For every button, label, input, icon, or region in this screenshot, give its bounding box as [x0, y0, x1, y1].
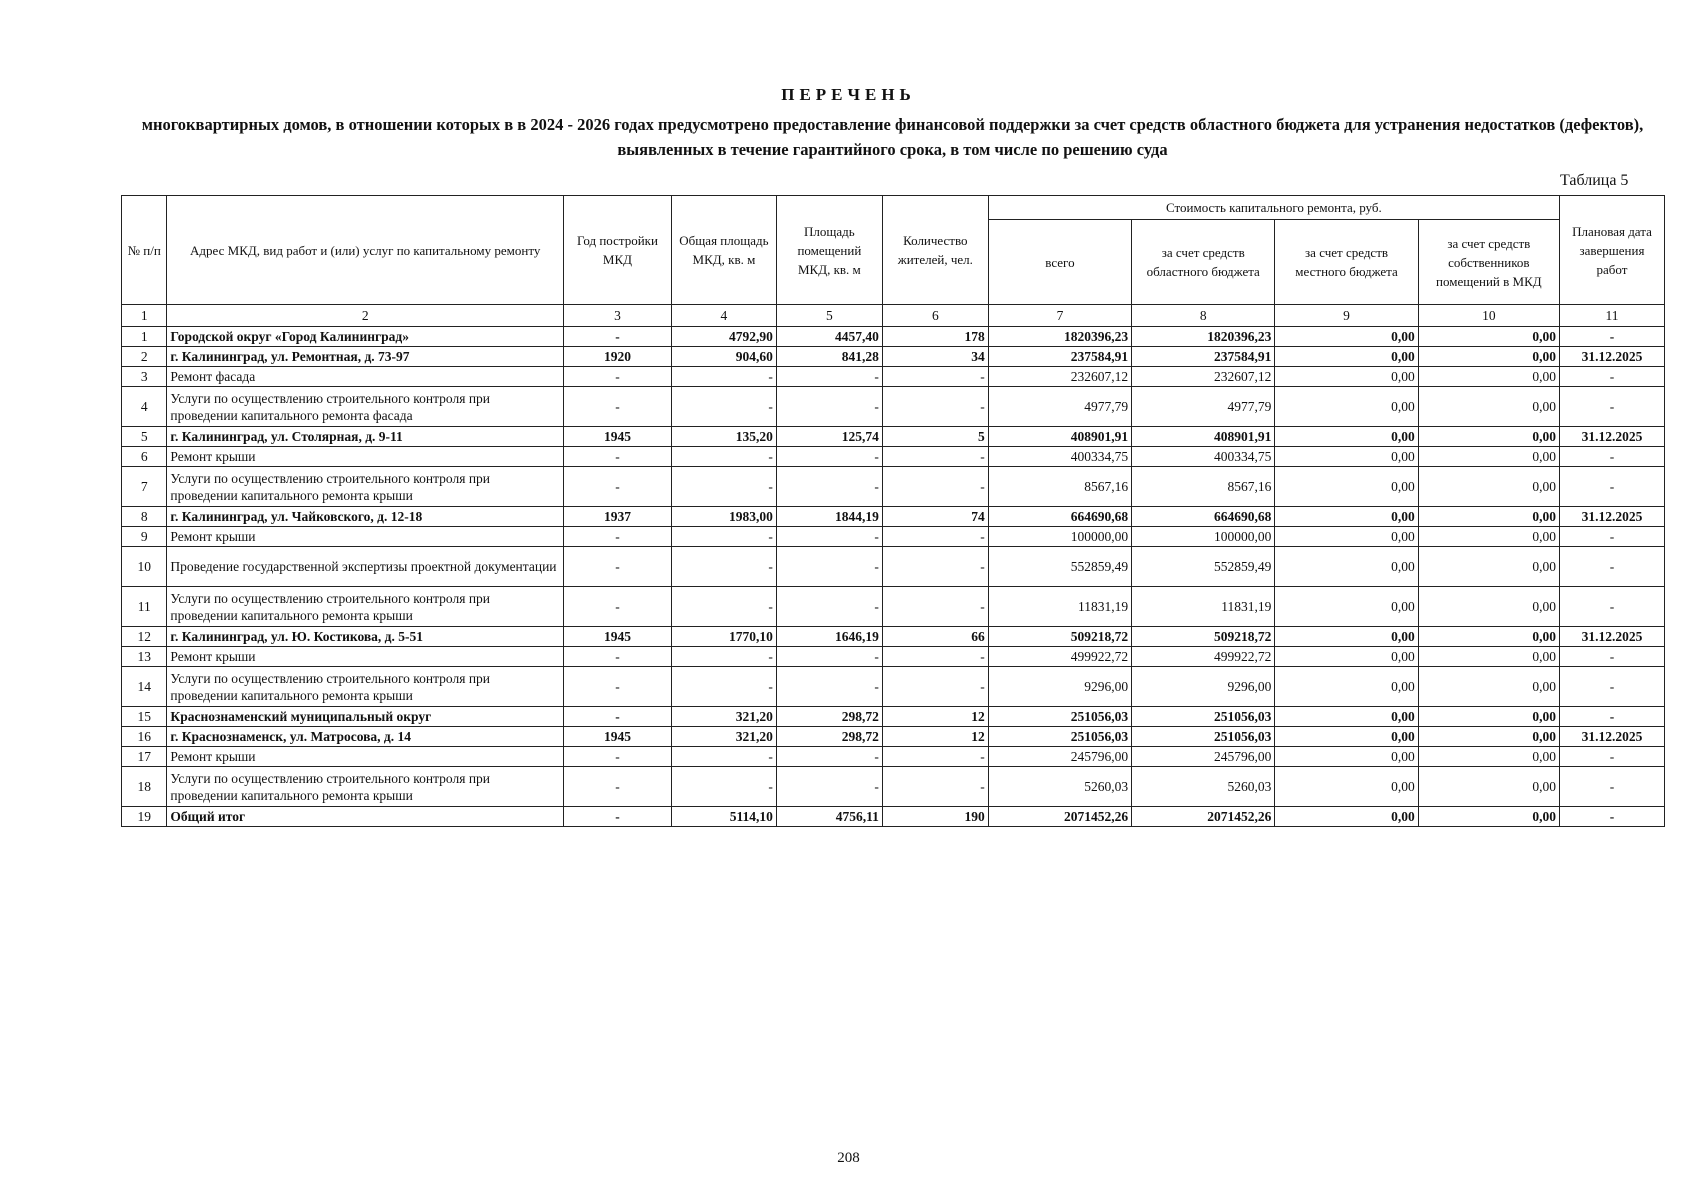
- row-residents: 12: [882, 707, 988, 727]
- column-number: 10: [1418, 305, 1559, 327]
- repair-table: [121, 195, 1665, 827]
- row-year: -: [563, 667, 671, 707]
- row-planned-date: -: [1559, 767, 1664, 807]
- row-address: Городской округ «Город Калининград»: [167, 327, 564, 347]
- table-row: [122, 707, 1665, 727]
- row-number: 8: [122, 507, 167, 527]
- row-year: -: [563, 327, 671, 347]
- column-number: 7: [988, 305, 1131, 327]
- column-number: 1: [122, 305, 167, 327]
- row-planned-date: -: [1559, 707, 1664, 727]
- table-row: [122, 667, 1665, 707]
- row-address: Общий итог: [167, 807, 564, 827]
- row-residents: 12: [882, 727, 988, 747]
- row-cost-local: 0,00: [1275, 467, 1418, 507]
- row-cost-owners: 0,00: [1418, 587, 1559, 627]
- row-cost-owners: 0,00: [1418, 627, 1559, 647]
- row-cost-total: 11831,19: [988, 587, 1131, 627]
- row-premises-area: -: [776, 367, 882, 387]
- row-total-area: -: [671, 767, 776, 807]
- row-number: 18: [122, 767, 167, 807]
- header-num: № п/п: [122, 196, 167, 305]
- row-cost-regional: 499922,72: [1132, 647, 1275, 667]
- table-note: Таблица 5: [1560, 172, 1629, 189]
- row-number: 19: [122, 807, 167, 827]
- row-cost-owners: 0,00: [1418, 527, 1559, 547]
- row-number: 9: [122, 527, 167, 547]
- row-cost-owners: 0,00: [1418, 767, 1559, 807]
- row-cost-owners: 0,00: [1418, 807, 1559, 827]
- row-premises-area: -: [776, 547, 882, 587]
- row-premises-area: -: [776, 587, 882, 627]
- row-cost-regional: 100000,00: [1132, 527, 1275, 547]
- row-total-area: 1983,00: [671, 507, 776, 527]
- table-row: [122, 747, 1665, 767]
- page-subtitle: многоквартирных домов, в отношении которых в в 2024 - 2026 годах предусмотрено предоставление финансовой поддержки за счет средств областного бюджета для устранения недостатков (дефектов), выявленных в течение гарантийного срока, в том числе по решению суда: [141, 115, 1644, 159]
- row-total-area: -: [671, 367, 776, 387]
- header-cost-local: за счет средств местного бюджета: [1275, 220, 1418, 305]
- row-planned-date: 31.12.2025: [1559, 727, 1664, 747]
- row-address: Ремонт крыши: [167, 647, 564, 667]
- row-year: -: [563, 467, 671, 507]
- row-total-area: -: [671, 667, 776, 707]
- table-row: [122, 727, 1665, 747]
- row-premises-area: 298,72: [776, 727, 882, 747]
- table-row: [122, 367, 1665, 387]
- row-cost-total: 552859,49: [988, 547, 1131, 587]
- row-cost-local: 0,00: [1275, 747, 1418, 767]
- row-number: 7: [122, 467, 167, 507]
- row-total-area: -: [671, 587, 776, 627]
- row-total-area: -: [671, 547, 776, 587]
- row-cost-total: 499922,72: [988, 647, 1131, 667]
- table-row: [122, 627, 1665, 647]
- table-row: [122, 587, 1665, 627]
- row-cost-regional: 1820396,23: [1132, 327, 1275, 347]
- row-cost-local: 0,00: [1275, 807, 1418, 827]
- row-residents: 66: [882, 627, 988, 647]
- header-cost-owners: за счет средств собственников помещений в МКД: [1418, 220, 1559, 305]
- row-cost-regional: 251056,03: [1132, 707, 1275, 727]
- row-residents: -: [882, 667, 988, 707]
- row-cost-owners: 0,00: [1418, 367, 1559, 387]
- row-premises-area: -: [776, 667, 882, 707]
- row-cost-total: 100000,00: [988, 527, 1131, 547]
- row-total-area: 904,60: [671, 347, 776, 367]
- row-total-area: -: [671, 527, 776, 547]
- column-number: 5: [776, 305, 882, 327]
- row-number: 2: [122, 347, 167, 367]
- row-residents: -: [882, 367, 988, 387]
- row-planned-date: -: [1559, 587, 1664, 627]
- row-cost-total: 4977,79: [988, 387, 1131, 427]
- table-row: [122, 427, 1665, 447]
- table-body: [122, 327, 1665, 827]
- row-premises-area: 1646,19: [776, 627, 882, 647]
- row-cost-total: 1820396,23: [988, 327, 1131, 347]
- row-cost-owners: 0,00: [1418, 747, 1559, 767]
- row-year: -: [563, 807, 671, 827]
- row-cost-regional: 8567,16: [1132, 467, 1275, 507]
- row-premises-area: 4756,11: [776, 807, 882, 827]
- column-number: 6: [882, 305, 988, 327]
- row-cost-local: 0,00: [1275, 727, 1418, 747]
- table-row: [122, 547, 1665, 587]
- row-premises-area: -: [776, 647, 882, 667]
- row-cost-local: 0,00: [1275, 707, 1418, 727]
- row-planned-date: 31.12.2025: [1559, 627, 1664, 647]
- row-number: 16: [122, 727, 167, 747]
- page-title: ПЕРЕЧЕНЬ: [781, 85, 916, 104]
- row-cost-regional: 9296,00: [1132, 667, 1275, 707]
- row-cost-regional: 11831,19: [1132, 587, 1275, 627]
- column-number: 3: [563, 305, 671, 327]
- row-planned-date: -: [1559, 547, 1664, 587]
- row-year: -: [563, 767, 671, 807]
- row-residents: -: [882, 547, 988, 587]
- row-premises-area: 4457,40: [776, 327, 882, 347]
- row-number: 5: [122, 427, 167, 447]
- row-cost-owners: 0,00: [1418, 447, 1559, 467]
- row-number: 17: [122, 747, 167, 767]
- row-year: -: [563, 747, 671, 767]
- row-cost-regional: 664690,68: [1132, 507, 1275, 527]
- column-number: 8: [1132, 305, 1275, 327]
- row-number: 1: [122, 327, 167, 347]
- row-cost-total: 237584,91: [988, 347, 1131, 367]
- row-cost-regional: 408901,91: [1132, 427, 1275, 447]
- header-cost-group: Стоимость капитального ремонта, руб.: [988, 196, 1559, 220]
- row-address: Услуги по осуществлению строительного контроля при проведении капитального ремонта крыши: [167, 467, 564, 507]
- row-total-area: 1770,10: [671, 627, 776, 647]
- row-total-area: 135,20: [671, 427, 776, 447]
- row-address: г. Калининград, ул. Столярная, д. 9-11: [167, 427, 564, 447]
- row-address: Услуги по осуществлению строительного контроля при проведении капитального ремонта крыши: [167, 667, 564, 707]
- row-address: г. Калининград, ул. Ю. Костикова, д. 5-51: [167, 627, 564, 647]
- table-row: [122, 387, 1665, 427]
- row-address: Услуги по осуществлению строительного контроля при проведении капитального ремонта фасада: [167, 387, 564, 427]
- row-residents: -: [882, 467, 988, 507]
- row-planned-date: -: [1559, 327, 1664, 347]
- row-cost-owners: 0,00: [1418, 727, 1559, 747]
- row-total-area: -: [671, 447, 776, 467]
- header-premises-area: Площадь помещений МКД, кв. м: [776, 196, 882, 305]
- row-year: 1937: [563, 507, 671, 527]
- row-total-area: -: [671, 467, 776, 507]
- table-row: [122, 327, 1665, 347]
- row-premises-area: -: [776, 447, 882, 467]
- row-planned-date: -: [1559, 467, 1664, 507]
- row-total-area: 5114,10: [671, 807, 776, 827]
- row-cost-regional: 2071452,26: [1132, 807, 1275, 827]
- row-number: 6: [122, 447, 167, 467]
- header-cost-total: всего: [988, 220, 1131, 305]
- row-cost-regional: 552859,49: [1132, 547, 1275, 587]
- table-row: [122, 467, 1665, 507]
- row-residents: -: [882, 647, 988, 667]
- row-cost-total: 400334,75: [988, 447, 1131, 467]
- row-address: г. Краснознаменск, ул. Матросова, д. 14: [167, 727, 564, 747]
- header-address: Адрес МКД, вид работ и (или) услуг по капитальному ремонту: [167, 196, 564, 305]
- row-total-area: 4792,90: [671, 327, 776, 347]
- row-planned-date: -: [1559, 527, 1664, 547]
- row-year: 1945: [563, 727, 671, 747]
- row-planned-date: -: [1559, 747, 1664, 767]
- row-cost-local: 0,00: [1275, 427, 1418, 447]
- column-number: 2: [167, 305, 564, 327]
- row-total-area: -: [671, 647, 776, 667]
- row-planned-date: -: [1559, 387, 1664, 427]
- row-total-area: -: [671, 387, 776, 427]
- column-number: 11: [1559, 305, 1664, 327]
- row-planned-date: 31.12.2025: [1559, 507, 1664, 527]
- row-cost-owners: 0,00: [1418, 647, 1559, 667]
- row-residents: 5: [882, 427, 988, 447]
- row-year: -: [563, 707, 671, 727]
- row-year: -: [563, 387, 671, 427]
- row-year: 1920: [563, 347, 671, 367]
- row-planned-date: -: [1559, 807, 1664, 827]
- row-year: 1945: [563, 627, 671, 647]
- table-row: [122, 527, 1665, 547]
- row-residents: -: [882, 447, 988, 467]
- row-number: 15: [122, 707, 167, 727]
- row-cost-local: 0,00: [1275, 767, 1418, 807]
- row-cost-owners: 0,00: [1418, 347, 1559, 367]
- row-cost-local: 0,00: [1275, 347, 1418, 367]
- row-cost-owners: 0,00: [1418, 507, 1559, 527]
- row-premises-area: -: [776, 527, 882, 547]
- row-cost-owners: 0,00: [1418, 467, 1559, 507]
- row-year: -: [563, 447, 671, 467]
- row-cost-total: 2071452,26: [988, 807, 1131, 827]
- row-year: 1945: [563, 427, 671, 447]
- row-cost-regional: 237584,91: [1132, 347, 1275, 367]
- row-number: 12: [122, 627, 167, 647]
- row-residents: 190: [882, 807, 988, 827]
- row-number: 13: [122, 647, 167, 667]
- row-premises-area: -: [776, 747, 882, 767]
- row-cost-total: 664690,68: [988, 507, 1131, 527]
- row-planned-date: -: [1559, 367, 1664, 387]
- page-number: 208: [837, 1150, 860, 1166]
- row-year: -: [563, 647, 671, 667]
- row-number: 4: [122, 387, 167, 427]
- row-year: -: [563, 367, 671, 387]
- table-row: [122, 347, 1665, 367]
- row-cost-owners: 0,00: [1418, 427, 1559, 447]
- row-cost-regional: 245796,00: [1132, 747, 1275, 767]
- row-address: Ремонт крыши: [167, 447, 564, 467]
- table-row: [122, 507, 1665, 527]
- row-address: Ремонт крыши: [167, 527, 564, 547]
- row-cost-local: 0,00: [1275, 587, 1418, 627]
- row-cost-owners: 0,00: [1418, 667, 1559, 707]
- row-cost-local: 0,00: [1275, 447, 1418, 467]
- row-cost-owners: 0,00: [1418, 707, 1559, 727]
- row-premises-area: 298,72: [776, 707, 882, 727]
- row-cost-total: 8567,16: [988, 467, 1131, 507]
- row-year: -: [563, 527, 671, 547]
- row-premises-area: -: [776, 387, 882, 427]
- row-cost-regional: 509218,72: [1132, 627, 1275, 647]
- row-cost-regional: 400334,75: [1132, 447, 1275, 467]
- row-cost-total: 232607,12: [988, 367, 1131, 387]
- row-address: Услуги по осуществлению строительного контроля при проведении капитального ремонта крыши: [167, 767, 564, 807]
- row-cost-local: 0,00: [1275, 327, 1418, 347]
- row-cost-regional: 4977,79: [1132, 387, 1275, 427]
- row-cost-local: 0,00: [1275, 507, 1418, 527]
- row-address: Ремонт крыши: [167, 747, 564, 767]
- row-cost-regional: 232607,12: [1132, 367, 1275, 387]
- row-address: г. Калининград, ул. Ремонтная, д. 73-97: [167, 347, 564, 367]
- row-premises-area: 1844,19: [776, 507, 882, 527]
- header-residents: Количество жителей, чел.: [882, 196, 988, 305]
- header-cost-regional: за счет средств областного бюджета: [1132, 220, 1275, 305]
- column-number: 4: [671, 305, 776, 327]
- row-year: -: [563, 587, 671, 627]
- row-cost-local: 0,00: [1275, 647, 1418, 667]
- table-row: [122, 767, 1665, 807]
- row-number: 11: [122, 587, 167, 627]
- row-cost-local: 0,00: [1275, 627, 1418, 647]
- row-total-area: -: [671, 747, 776, 767]
- row-cost-total: 245796,00: [988, 747, 1131, 767]
- row-residents: -: [882, 747, 988, 767]
- table-row: [122, 807, 1665, 827]
- row-premises-area: -: [776, 767, 882, 807]
- row-year: -: [563, 547, 671, 587]
- row-premises-area: 125,74: [776, 427, 882, 447]
- column-number-row: [122, 305, 1665, 327]
- row-address: Краснознаменский муниципальный округ: [167, 707, 564, 727]
- table-row: [122, 647, 1665, 667]
- row-total-area: 321,20: [671, 727, 776, 747]
- row-address: Услуги по осуществлению строительного контроля при проведении капитального ремонта крыши: [167, 587, 564, 627]
- row-cost-total: 408901,91: [988, 427, 1131, 447]
- row-planned-date: 31.12.2025: [1559, 427, 1664, 447]
- column-number: 9: [1275, 305, 1418, 327]
- table-row: [122, 447, 1665, 467]
- row-address: г. Калининград, ул. Чайковского, д. 12-18: [167, 507, 564, 527]
- row-cost-local: 0,00: [1275, 527, 1418, 547]
- row-cost-owners: 0,00: [1418, 327, 1559, 347]
- row-cost-owners: 0,00: [1418, 387, 1559, 427]
- row-residents: 74: [882, 507, 988, 527]
- row-cost-local: 0,00: [1275, 387, 1418, 427]
- row-cost-total: 509218,72: [988, 627, 1131, 647]
- row-cost-total: 5260,03: [988, 767, 1131, 807]
- row-cost-regional: 5260,03: [1132, 767, 1275, 807]
- row-cost-total: 251056,03: [988, 727, 1131, 747]
- header-year: Год постройки МКД: [563, 196, 671, 305]
- row-cost-total: 251056,03: [988, 707, 1131, 727]
- row-planned-date: -: [1559, 647, 1664, 667]
- row-premises-area: -: [776, 467, 882, 507]
- row-planned-date: -: [1559, 447, 1664, 467]
- header-planned-date: Плановая дата завершения работ: [1559, 196, 1664, 305]
- row-number: 3: [122, 367, 167, 387]
- row-planned-date: 31.12.2025: [1559, 347, 1664, 367]
- row-planned-date: -: [1559, 667, 1664, 707]
- row-cost-local: 0,00: [1275, 667, 1418, 707]
- row-address: Ремонт фасада: [167, 367, 564, 387]
- row-residents: -: [882, 767, 988, 807]
- row-residents: -: [882, 587, 988, 627]
- row-residents: 178: [882, 327, 988, 347]
- row-residents: -: [882, 387, 988, 427]
- row-number: 10: [122, 547, 167, 587]
- row-number: 14: [122, 667, 167, 707]
- row-residents: -: [882, 527, 988, 547]
- row-address: Проведение государственной экспертизы проектной документации: [167, 547, 564, 587]
- row-cost-owners: 0,00: [1418, 547, 1559, 587]
- row-cost-total: 9296,00: [988, 667, 1131, 707]
- row-premises-area: 841,28: [776, 347, 882, 367]
- row-total-area: 321,20: [671, 707, 776, 727]
- row-cost-local: 0,00: [1275, 367, 1418, 387]
- row-cost-regional: 251056,03: [1132, 727, 1275, 747]
- row-cost-local: 0,00: [1275, 547, 1418, 587]
- row-residents: 34: [882, 347, 988, 367]
- header-total-area: Общая площадь МКД, кв. м: [671, 196, 776, 305]
